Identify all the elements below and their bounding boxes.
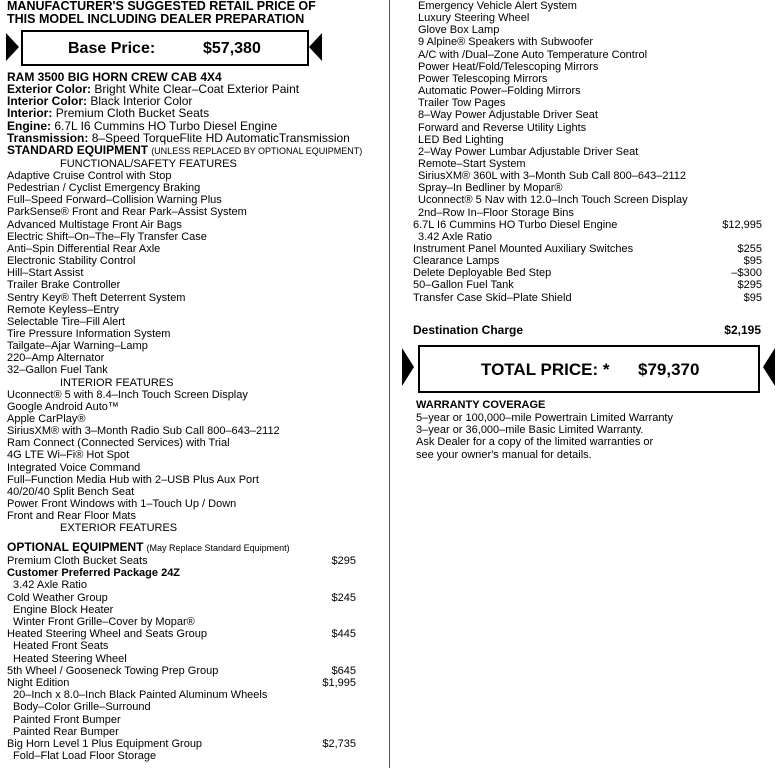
list-item: Advanced Multistage Front Air Bags	[7, 218, 182, 231]
option-line: 50–Gallon Fuel Tank	[413, 279, 514, 292]
vehicle-spec-value: 6.7L I6 Cummins HO Turbo Diesel Engine	[54, 118, 278, 133]
option-price: $645	[331, 664, 356, 677]
option-line: Night Edition	[7, 677, 70, 689]
option-line: Heated Steering Wheel and Seats Group	[7, 628, 207, 641]
option-line: Clearance Lamps	[413, 255, 500, 268]
left-arrow-icon	[402, 348, 414, 386]
list-item: Hill–Start Assist	[7, 267, 84, 280]
destination-value: $2,195	[724, 323, 761, 337]
list-item: Tailgate–Ajar Warning–Lamp	[7, 340, 148, 353]
list-item: 40/20/40 Split Bench Seat	[7, 485, 135, 498]
option-line: Customer Preferred Package 24Z	[7, 567, 181, 580]
interior-heading: INTERIOR FEATURES	[60, 376, 174, 389]
list-item: Adaptive Cruise Control with Stop	[7, 170, 172, 182]
list-item: Apple CarPlay®	[7, 413, 86, 425]
option-price: $295	[737, 279, 762, 292]
list-item: Electronic Stability Control	[7, 255, 136, 268]
option-line: 3.42 Axle Ratio	[418, 230, 492, 243]
option-price: $445	[331, 628, 356, 641]
option-line: Spray–In Bedliner by Mopar®	[418, 182, 563, 195]
option-line: Glove Box Lamp	[418, 24, 500, 37]
option-line: 20–Inch x 8.0–Inch Black Painted Aluminum Wheels	[13, 689, 268, 702]
option-line: Luxury Steering Wheel	[418, 12, 530, 25]
option-line: SiriusXM® 360L with 3–Month Sub Call 800–643–2112	[418, 170, 686, 183]
functional-heading: FUNCTIONAL/SAFETY FEATURES	[60, 158, 237, 170]
optional-equipment-note: (May Replace Standard Equipment)	[146, 543, 290, 553]
option-price: $255	[737, 243, 762, 255]
list-item: Google Android Auto™	[7, 400, 119, 413]
option-line: Power Heat/Fold/Telescoping Mirrors	[418, 60, 599, 73]
option-line: 9 Alpine® Speakers with Subwoofer	[418, 36, 594, 49]
vehicle-spec-label: Transmission:	[7, 130, 89, 145]
list-item: Power Front Windows with 1–Touch Up / Down	[7, 498, 237, 511]
optional-equipment-heading: OPTIONAL EQUIPMENT	[7, 540, 144, 554]
list-item: Front and Rear Floor Mats	[7, 510, 136, 523]
option-price: $95	[743, 255, 762, 268]
option-line: Winter Front Grille–Cover by Mopar®	[13, 616, 195, 628]
option-line: 3.42 Axle Ratio	[13, 579, 87, 592]
base-price-box	[21, 30, 309, 66]
option-line: 5th Wheel / Gooseneck Towing Prep Group	[7, 664, 219, 677]
list-item: Sentry Key® Theft Deterrent System	[7, 291, 186, 304]
option-price: $12,995	[722, 218, 762, 231]
option-line: Engine Block Heater	[13, 603, 114, 616]
exterior-heading: EXTERIOR FEATURES	[60, 522, 178, 535]
option-line: Trailer Tow Pages	[418, 97, 506, 110]
option-line: Remote–Start System	[418, 157, 526, 170]
option-line: Painted Rear Bumper	[13, 725, 119, 738]
option-line: Heated Front Seats	[13, 640, 109, 653]
option-line: Power Telescoping Mirrors	[418, 72, 548, 85]
option-line: 2nd–Row In–Floor Storage Bins	[418, 206, 574, 219]
option-price: $295	[331, 555, 356, 567]
list-item: Uconnect® 5 with 8.4–Inch Touch Screen Display	[7, 388, 248, 401]
option-line: LED Bed Lighting	[418, 133, 504, 146]
vehicle-spec-value: Bright White Clear–Coat Exterior Paint	[94, 82, 300, 96]
option-line: Forward and Reverse Utility Lights	[418, 121, 587, 134]
option-line: 6.7L I6 Cummins HO Turbo Diesel Engine	[413, 218, 618, 231]
total-price-box	[418, 345, 760, 393]
option-price: $1,995	[322, 677, 356, 689]
option-line: Heated Steering Wheel	[13, 652, 127, 665]
option-price: $95	[743, 291, 762, 304]
right-arrow-icon	[763, 348, 775, 386]
standard-equipment-note: (UNLESS REPLACED BY OPTIONAL EQUIPMENT)	[151, 146, 363, 156]
warranty-line: Ask Dealer for a copy of the limited warranties or	[416, 436, 654, 449]
vehicle-spec-value: Black Interior Color	[90, 94, 193, 109]
vehicle-spec-label: Exterior Color:	[7, 82, 92, 96]
vehicle-model: RAM 3500 BIG HORN CREW CAB 4X4	[7, 70, 222, 84]
list-item: Electric Shift–On–The–Fly Transfer Case	[7, 230, 207, 243]
vehicle-spec-value: 8–Speed TorqueFlite HD AutomaticTransmission	[91, 130, 350, 145]
option-line: A/C with /Dual–Zone Auto Temperature Control	[418, 48, 648, 61]
list-item: Full–Function Media Hub with 2–USB Plus Aux Port	[7, 473, 259, 486]
option-line: Automatic Power–Folding Mirrors	[418, 85, 581, 98]
option-line: Uconnect® 5 Nav with 12.0–Inch Touch Screen Display	[418, 194, 688, 207]
option-line: 2–Way Power Lumbar Adjustable Driver Seat	[418, 145, 639, 158]
list-item: Anti–Spin Differential Rear Axle	[7, 242, 161, 255]
list-item: Pedestrian / Cyclist Emergency Braking	[7, 182, 201, 195]
total-price-label: TOTAL PRICE: *	[481, 360, 610, 379]
list-item: Trailer Brake Controller	[7, 279, 121, 292]
base-price-label: Base Price:	[68, 40, 156, 57]
warranty-line: 5–year or 100,000–mile Powertrain Limited Warranty	[416, 412, 673, 424]
standard-equipment-heading: STANDARD EQUIPMENT	[7, 143, 149, 157]
warranty-heading: WARRANTY COVERAGE	[416, 399, 546, 411]
base-price-value: $57,380	[203, 40, 261, 57]
standard-equipment-heading-row	[7, 144, 362, 157]
option-line: Emergency Vehicle Alert System	[418, 0, 577, 12]
warranty-line: see your owner's manual for details.	[416, 448, 592, 461]
list-item: Remote Keyless–Entry	[7, 303, 119, 316]
list-item: 220–Amp Alternator	[7, 352, 105, 365]
total-price-value: $79,370	[638, 360, 700, 379]
option-line: Cold Weather Group	[7, 591, 108, 604]
right-arrow-icon	[309, 33, 322, 61]
option-price: $2,735	[322, 738, 356, 750]
option-line: Fold–Flat Load Floor Storage	[13, 750, 157, 763]
option-line: Transfer Case Skid–Plate Shield	[413, 291, 572, 304]
header-line-2: THIS MODEL INCLUDING DEALER PREPARATION	[7, 12, 305, 26]
vehicle-spec-value: Premium Cloth Bucket Seats	[55, 106, 210, 121]
option-line: Body–Color Grille–Surround	[13, 701, 151, 714]
vehicle-spec-label: Engine:	[7, 118, 51, 133]
vehicle-spec-row	[7, 132, 350, 144]
column-divider	[389, 0, 390, 768]
list-item: ParkSense® Front and Rear Park–Assist System	[7, 206, 247, 219]
list-item: Selectable Tire–Fill Alert	[7, 315, 125, 328]
list-item: Tire Pressure Information System	[7, 327, 171, 340]
option-line: Delete Deployable Bed Step	[413, 267, 552, 280]
vehicle-spec-label: Interior Color:	[7, 94, 87, 109]
destination-label: Destination Charge	[413, 323, 524, 337]
vehicle-spec-label: Interior:	[7, 106, 53, 121]
warranty-line: 3–year or 36,000–mile Basic Limited Warranty.	[416, 424, 644, 437]
option-line: Big Horn Level 1 Plus Equipment Group	[7, 738, 203, 750]
option-line: Instrument Panel Mounted Auxiliary Switches	[413, 243, 634, 255]
option-price: –$300	[731, 267, 762, 280]
optional-equipment-heading-row	[7, 541, 290, 554]
list-item: 4G LTE Wi–Fi® Hot Spot	[7, 449, 130, 462]
list-item: Full–Speed Forward–Collision Warning Plus	[7, 194, 222, 207]
list-item: Ram Connect (Connected Services) with Trial	[7, 437, 230, 450]
option-line: Painted Front Bumper	[13, 713, 121, 726]
option-line: 8–Way Power Adjustable Driver Seat	[418, 109, 598, 122]
option-line: Premium Cloth Bucket Seats	[7, 555, 148, 567]
header-line-1: MANUFACTURER'S SUGGESTED RETAIL PRICE OF	[7, 0, 316, 13]
list-item: 32–Gallon Fuel Tank	[7, 364, 108, 377]
option-price: $245	[331, 591, 356, 604]
list-item: SiriusXM® with 3–Month Radio Sub Call 800–643–2112	[7, 425, 280, 438]
list-item: Integrated Voice Command	[7, 461, 141, 474]
left-arrow-icon	[6, 33, 19, 61]
